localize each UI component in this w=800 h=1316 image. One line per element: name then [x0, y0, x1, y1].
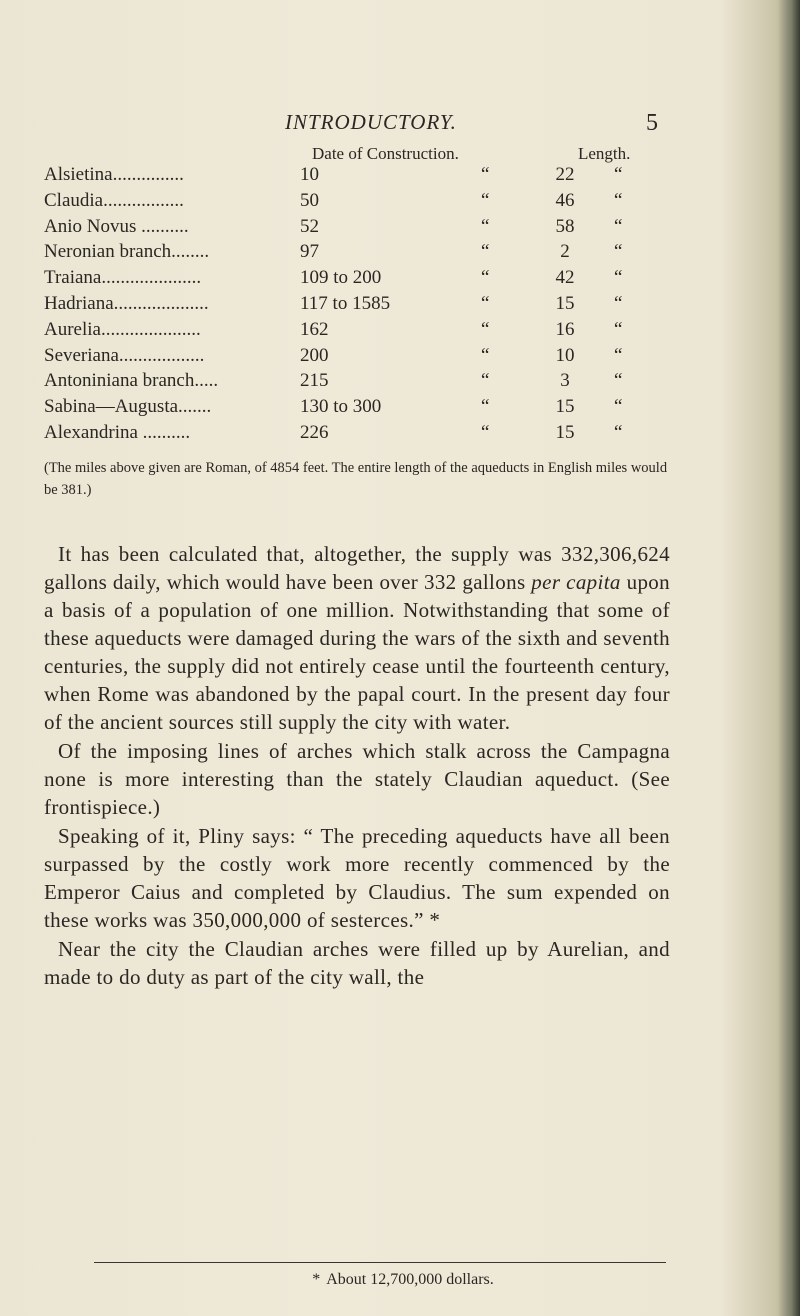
aqueduct-name: Neronian branch........ — [44, 241, 210, 263]
footnote-mark: * — [312, 1271, 321, 1288]
table-row — [0, 394, 800, 420]
ditto-mark: “ — [614, 318, 623, 340]
aqueduct-length: 42 — [555, 267, 575, 289]
construction-date: 200 — [300, 344, 329, 366]
ditto-mark: “ — [614, 164, 623, 185]
footnote-text: About 12,700,000 dollars. — [326, 1271, 494, 1288]
aqueduct-name: Anio Novus .......... — [44, 215, 189, 237]
ditto-mark: “ — [481, 189, 490, 211]
table-row — [0, 239, 800, 265]
ditto-mark: “ — [614, 421, 623, 443]
paragraph-2: Of the imposing lines of arches which stalk across the Campagna none is more interesting than the stately Claudian aqueduct. (See frontispiece.) — [44, 739, 670, 819]
italic-phrase: per capita — [531, 570, 621, 594]
construction-date: 109 to 200 — [300, 267, 382, 289]
ditto-mark: “ — [481, 421, 490, 443]
table-row — [0, 317, 800, 343]
aqueduct-name: Sabina—Augusta....... — [44, 396, 212, 418]
page-number: 5 — [646, 110, 658, 136]
aqueduct-name: Alsietina............... — [44, 164, 184, 185]
construction-date: 52 — [300, 215, 319, 237]
ditto-mark: “ — [614, 370, 623, 392]
aqueduct-name: Antoniniana branch..... — [44, 370, 219, 392]
column-header-date: Date of Construction. — [312, 144, 459, 163]
ditto-mark: “ — [614, 241, 623, 263]
table-row — [0, 420, 800, 446]
construction-date: 50 — [300, 189, 319, 211]
ditto-mark: “ — [481, 344, 490, 366]
aqueduct-name: Severiana.................. — [44, 344, 205, 366]
ditto-mark: “ — [481, 241, 490, 263]
ditto-mark: “ — [481, 292, 490, 314]
aqueduct-length: 15 — [555, 292, 575, 314]
table-row — [0, 214, 800, 240]
paragraph-3: Speaking of it, Pliny says: “ The preceding aqueducts have all been surpassed by the costly work more recently commenced by the Emperor Caius and completed by Claudius. The sum expended on these works was 350,000,000 of sesterces.” * — [44, 824, 670, 932]
ditto-mark: “ — [614, 292, 623, 314]
footnote — [0, 1271, 800, 1289]
aqueduct-length: 58 — [555, 215, 575, 237]
aqueduct-length: 3 — [560, 370, 570, 392]
aqueduct-name: Traiana..................... — [44, 267, 202, 289]
paragraph-1: It has been calculated that, altogether, the supply was 332,306,624 gallons daily, which would have been over 332 gallons per capita upon a basis of a population of one million. Notwithstanding that some of these aqueducts were damaged during the wars of the sixth and seventh centuries, the supply did not entirely cease until the fourteenth century, when Rome was abandoned by the papal court. In the present day four of the ancient sources still supply the city with water. — [44, 542, 670, 734]
ditto-mark: “ — [614, 267, 623, 289]
aqueduct-table — [0, 162, 800, 446]
paragraph-4: Near the city the Claudian arches were filled up by Aurelian, and made to do duty as part of the city wall, the — [44, 937, 670, 989]
ditto-mark: “ — [614, 344, 623, 366]
ditto-mark: “ — [481, 267, 490, 289]
footnote-rule — [94, 1262, 666, 1263]
ditto-mark: “ — [481, 215, 490, 237]
table-row — [0, 368, 800, 394]
ditto-mark: “ — [481, 164, 490, 185]
construction-date: 117 to 1585 — [300, 292, 391, 314]
running-title: INTRODUCTORY. — [285, 110, 457, 134]
aqueduct-name: Hadriana.................... — [44, 292, 209, 314]
aqueduct-length: 16 — [555, 318, 575, 340]
aqueduct-length: 46 — [555, 189, 575, 211]
construction-date: 226 — [300, 421, 329, 443]
aqueduct-name: Aurelia..................... — [44, 318, 201, 340]
table-row — [0, 291, 800, 317]
ditto-mark: “ — [614, 189, 623, 211]
aqueduct-length: 15 — [555, 396, 575, 418]
ditto-mark: “ — [481, 370, 490, 392]
aqueduct-length: 10 — [555, 344, 575, 366]
ditto-mark: “ — [481, 396, 490, 418]
construction-date: 215 — [300, 370, 329, 392]
ditto-mark: “ — [614, 215, 623, 237]
construction-date: 10 — [300, 164, 319, 185]
construction-date: 162 — [300, 318, 329, 340]
aqueduct-name: Alexandrina .......... — [44, 421, 191, 443]
construction-date: 130 to 300 — [300, 396, 382, 418]
aqueduct-length: 15 — [555, 421, 575, 443]
table-row — [0, 162, 800, 188]
aqueduct-length: 22 — [555, 164, 575, 185]
table-row — [0, 343, 800, 369]
aqueduct-length: 2 — [560, 241, 570, 263]
body-text — [44, 540, 670, 991]
table-row — [0, 265, 800, 291]
aqueduct-name: Claudia................. — [44, 189, 184, 211]
column-header-length: Length. — [578, 144, 631, 163]
construction-date: 97 — [300, 241, 319, 263]
ditto-mark: “ — [614, 396, 623, 418]
table-row — [0, 188, 800, 214]
table-note: (The miles above given are Roman, of 4854 feet. The entire length of the aqueducts in English miles would be 381.) — [44, 460, 668, 498]
ditto-mark: “ — [481, 318, 490, 340]
